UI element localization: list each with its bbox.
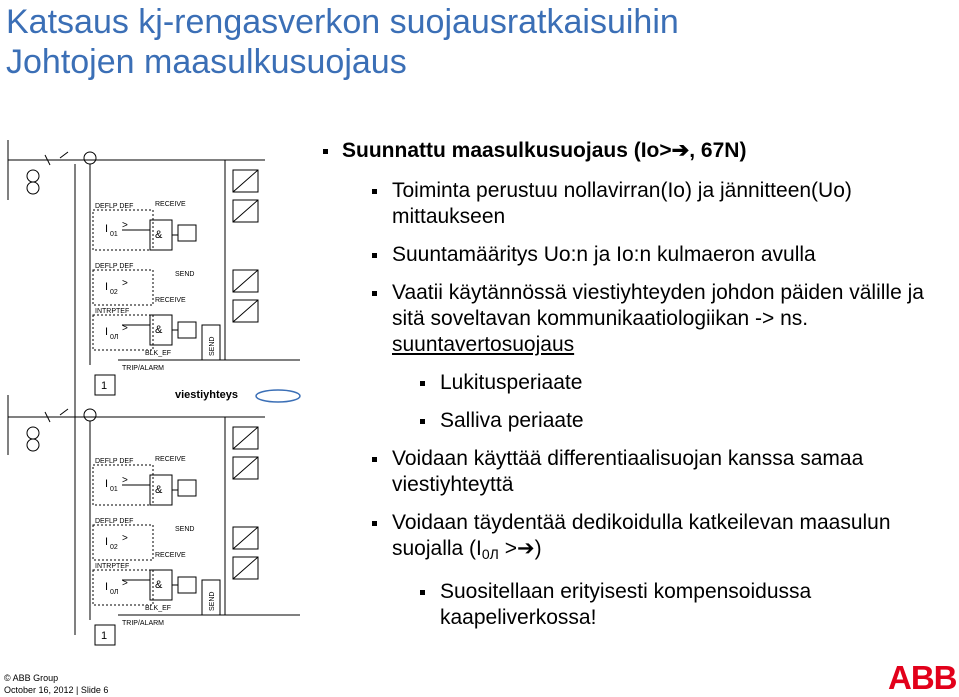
bullet-item-2-text: Suuntamääritys Uo:n ja Io:n kulmaeron avulla: [392, 243, 816, 266]
io1-label: I: [105, 223, 109, 235]
send-label: SEND: [175, 271, 195, 278]
io1-sub: 01: [110, 231, 118, 238]
bullet-item-5-sub: 0Л: [481, 546, 499, 562]
io-ol-gt: >: [122, 323, 128, 334]
bullet-item-5-text-b: >: [498, 537, 517, 560]
lower-labels: [95, 456, 216, 642]
io-ol-sub: 0Л: [110, 589, 119, 596]
protection-diagram: [0, 130, 305, 650]
and-gate-1: &: [155, 484, 163, 496]
bullet-sub-3-text: Suositellaan erityisesti kompensoidussa kaapeliverkossa!: [440, 580, 812, 629]
bullet-list: [320, 138, 950, 643]
def-lp-def-1: DEFLP DEF: [95, 458, 134, 465]
io-ol-label: I: [105, 581, 109, 593]
bullet-item-1: [320, 178, 950, 230]
bullet-main-text: Suunnattu maasulkusuojaus (Io>: [342, 139, 672, 162]
blk-ef: BLK_EF: [145, 350, 172, 357]
footer-copyright: © ABB Group: [4, 673, 59, 683]
bullet-item-5-text-a: Voidaan täydentää dedikoidulla katkeilevan maasulun suojalla (I: [392, 511, 891, 560]
link-ellipse: [256, 390, 300, 402]
bullet-item-4: [320, 446, 950, 498]
bullet-sub-3: [320, 579, 950, 631]
bullet-square-icon: [372, 291, 377, 296]
bullet-square-icon: [420, 381, 425, 386]
bullet-item-3-text: Vaatii käytännössä viestiyhteyden johdon päiden välille ja sitä soveltavan kommunikaatiologiikan -> ns.: [392, 281, 924, 330]
intrptef: INTRPTEF: [95, 308, 130, 315]
send-vertical: SEND: [209, 336, 216, 356]
abb-logo: [888, 662, 956, 692]
receive-1: RECEIVE: [155, 456, 186, 463]
bullet-main-tail: , 67N): [689, 139, 747, 162]
title-line-2: Johtojen maasulkusuojaus: [6, 43, 407, 81]
abb-logo-text: ABB: [888, 662, 956, 692]
bullet-sub-2: [320, 408, 950, 434]
slide-title: [6, 2, 679, 82]
io2-label: I: [105, 536, 109, 548]
def-lp-def-2: DEFLP DEF: [95, 263, 134, 270]
io2-label: I: [105, 281, 109, 293]
upper-scheme: [8, 140, 300, 450]
upper-labels: [95, 201, 216, 392]
bullet-square-icon: [372, 253, 377, 258]
bullet-item-5-text-c: ): [534, 537, 542, 560]
trip-alarm: TRIP/ALARM: [122, 365, 165, 372]
and-gate-2: &: [155, 324, 163, 336]
bullet-sub-1-text: Lukitusperiaate: [440, 371, 583, 394]
bullet-item-3-link: suuntavertosuojaus: [392, 333, 575, 356]
bullet-main: [320, 138, 950, 164]
io1-label: I: [105, 478, 109, 490]
send-label: SEND: [175, 526, 195, 533]
io2-gt: >: [122, 278, 128, 289]
receive-1: RECEIVE: [155, 201, 186, 208]
bullet-square-icon: [420, 590, 425, 595]
receive-2: RECEIVE: [155, 552, 186, 559]
def-lp-def-2: DEFLP DEF: [95, 518, 134, 525]
block-one: 1: [101, 630, 108, 642]
title-line-1: Katsaus kj-rengasverkon suojausratkaisuihin: [6, 3, 679, 41]
bullet-square-icon: [323, 149, 328, 154]
def-lp-def-1: DEFLP DEF: [95, 203, 134, 210]
bullet-item-1-text: Toiminta perustuu nollavirran(Io) ja jännitteen(Uo) mittaukseen: [392, 179, 852, 228]
receive-2: RECEIVE: [155, 297, 186, 304]
bullet-square-icon: [372, 457, 377, 462]
io2-sub: 02: [110, 289, 118, 296]
io1-sub: 01: [110, 486, 118, 493]
bullet-square-icon: [372, 189, 377, 194]
io2-sub: 02: [110, 544, 118, 551]
io-ol-label: I: [105, 326, 109, 338]
bullet-sub-1: [320, 370, 950, 396]
and-gate-2: &: [155, 579, 163, 591]
bullet-square-icon: [372, 521, 377, 526]
footer-date-slide: October 16, 2012 | Slide 6: [4, 685, 109, 695]
trip-alarm: TRIP/ALARM: [122, 620, 165, 627]
bullet-sub-2-text: Salliva periaate: [440, 409, 584, 432]
send-vertical: SEND: [209, 591, 216, 611]
bullet-item-2: [320, 242, 950, 268]
intrptef: INTRPTEF: [95, 563, 130, 570]
io-ol-sub: 0Л: [110, 334, 119, 341]
io1-gt: >: [122, 220, 128, 231]
io1-gt: >: [122, 475, 128, 486]
blk-ef: BLK_EF: [145, 605, 172, 612]
slide-footer: [4, 672, 108, 696]
link-label: viestiyhteys: [175, 389, 238, 401]
arrow-icon: ➔: [516, 537, 535, 560]
io-ol-gt: >: [122, 578, 128, 589]
bullet-item-3: [320, 280, 950, 358]
arrow-icon: ➔: [671, 139, 690, 162]
bullet-square-icon: [420, 419, 425, 424]
bullet-item-4-text: Voidaan käyttää differentiaalisuojan kanssa samaa viestiyhteyttä: [392, 447, 864, 496]
io2-gt: >: [122, 533, 128, 544]
bullet-item-5: [320, 510, 950, 567]
and-gate-1: &: [155, 229, 163, 241]
block-one: 1: [101, 380, 108, 392]
